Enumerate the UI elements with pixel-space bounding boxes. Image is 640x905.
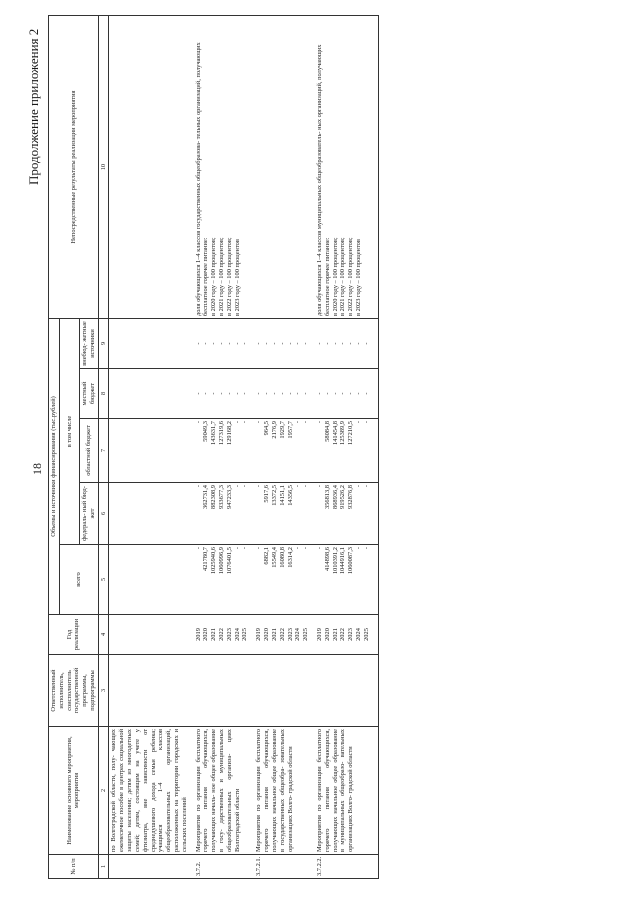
row-local: - [347, 392, 355, 395]
row-local: - [294, 392, 302, 395]
column-number: 5 [98, 545, 109, 615]
row-local: - [270, 392, 278, 395]
row-total: 6882,1 [263, 547, 271, 565]
row-local-cell [250, 369, 311, 419]
row-local: - [263, 392, 271, 395]
row-year: 2024 [294, 628, 302, 641]
row-extrabudget: - [315, 342, 323, 345]
row-result-line: в 2020 году – 100 процентов; [331, 237, 339, 316]
row-federal: 362731,4 [202, 485, 210, 509]
row-federal: 14356,5 [286, 485, 294, 506]
row-local: - [286, 392, 294, 395]
row-federal: 882308,9 [210, 485, 218, 509]
column-number: 2 [98, 727, 109, 855]
row-local: - [323, 392, 331, 395]
header-extrabudget: внебюд- жетные источники [80, 319, 99, 369]
header-no: № п/п [49, 855, 99, 879]
row-federal-cell [250, 483, 311, 545]
row-total: 1044916,1 [339, 547, 347, 575]
row-result-cell [250, 16, 311, 319]
row-total: - [362, 547, 370, 550]
row-result-line: в 2021 году – 100 процентов; [339, 237, 347, 316]
row-local: - [362, 392, 370, 395]
row-regional: 58084,8 [323, 421, 331, 442]
row-total-cell [311, 545, 372, 615]
row-federal: - [302, 485, 310, 488]
page-number: 18 [30, 463, 44, 475]
row-regional: - [362, 421, 370, 424]
row-regional: 129168,2 [225, 421, 233, 445]
header-local: местный бюджет [80, 369, 99, 419]
row-extrabudget: - [225, 342, 233, 345]
row-federal-cell [190, 483, 251, 545]
header-total: всего [59, 545, 98, 615]
row-federal: 868936,4 [331, 485, 339, 509]
row-result-line: в 2022 году – 100 процентов; [347, 237, 355, 316]
row-result-line: доля обучающихся 1–4 классов муниципальных общеобразователь- ных организаций, получающих бесплатное горячее питание: [315, 44, 331, 316]
row-year: 2025 [362, 628, 370, 641]
row-total: - [194, 547, 202, 550]
row-regional: - [255, 421, 263, 424]
row-total: 1025940,6 [210, 547, 218, 575]
table-row [250, 16, 311, 879]
row-federal: 919526,2 [339, 485, 347, 509]
row-regional: 127210,5 [347, 421, 355, 445]
row-responsible [250, 655, 311, 727]
header-regional: областной бюджет [80, 419, 99, 483]
row-federal: 14151,1 [278, 485, 286, 506]
row-year: 2019 [315, 628, 323, 641]
row-extrabudget: - [270, 342, 278, 345]
row-regional: - [241, 421, 249, 424]
row-total: - [315, 547, 323, 550]
row-federal: - [233, 485, 241, 488]
row-local: - [233, 392, 241, 395]
row-extrabudget: - [294, 342, 302, 345]
row-regional-cell [250, 419, 311, 483]
table-end [372, 16, 379, 879]
row-year: 2021 [331, 628, 339, 641]
row-total: 1060996,9 [218, 547, 225, 575]
row-extrabudget: - [355, 342, 362, 345]
row-extrabudget: - [302, 342, 310, 345]
row-regional: 125389,9 [339, 421, 347, 445]
row-extrabudget: - [202, 342, 210, 345]
row-federal-cell [311, 483, 372, 545]
row-result-line: в 2023 году – 100 процентов [233, 239, 241, 316]
row-year: 2021 [270, 628, 278, 641]
row-regional: - [294, 421, 302, 424]
row-year: 2020 [323, 628, 331, 641]
row-regional: - [355, 421, 362, 424]
row-result-line: в 2021 году – 100 процентов; [218, 237, 225, 316]
column-number: 7 [98, 419, 109, 483]
row-local-cell [311, 369, 372, 419]
row-total: 1010391,2 [331, 547, 339, 575]
continuation-label: Продолжение приложения 2 [26, 28, 41, 185]
row-local: - [210, 392, 218, 395]
row-local: - [241, 392, 249, 395]
row-extrabudget: - [278, 342, 286, 345]
row-federal: - [315, 485, 323, 488]
row-regional: 964,5 [263, 421, 271, 436]
row-extrabudget: - [233, 342, 241, 345]
row-year: 2021 [210, 628, 218, 641]
row-local: - [255, 392, 263, 395]
column-number: 6 [98, 483, 109, 545]
row-year: 2022 [339, 628, 347, 641]
row-year-cell [311, 615, 372, 655]
row-total: 421780,7 [202, 547, 210, 571]
row-total: 1060087,3 [347, 547, 355, 575]
row-responsible [311, 655, 372, 727]
row-extrabudget: - [323, 342, 331, 345]
row-federal: 13372,5 [270, 485, 278, 506]
row-federal: - [294, 485, 302, 488]
header-name: Наименование основного мероприятия, мероприятия [49, 727, 99, 855]
row-year: 2022 [278, 628, 286, 641]
row-federal: 933677,3 [218, 485, 225, 509]
row-total: 414898,6 [323, 547, 331, 571]
row-local: - [355, 392, 362, 395]
column-number: 3 [98, 655, 109, 727]
row-total: - [355, 547, 362, 550]
header-including: в том числе [59, 319, 79, 545]
column-number: 9 [98, 319, 109, 369]
row-year: 2019 [194, 628, 202, 641]
row-extrabudget: - [286, 342, 294, 345]
column-number: 4 [98, 615, 109, 655]
row-year: 2020 [202, 628, 210, 641]
row-total: 16080,8 [278, 547, 286, 568]
row-result-line: в 2022 году – 100 процентов; [225, 237, 233, 316]
row-regional: 143631,7 [210, 421, 218, 445]
row-result-line: в 2020 году – 100 процентов; [210, 237, 218, 316]
header-federal: федераль- ный бюд- жет [80, 483, 99, 545]
row-regional-cell [311, 419, 372, 483]
table-row [311, 16, 372, 879]
row-regional: - [315, 421, 323, 424]
row-number: 3.7.2. [190, 855, 251, 879]
row-number: 3.7.2.2. [311, 855, 372, 879]
row-result-cell [190, 16, 251, 319]
row-federal: 5917,6 [263, 485, 271, 503]
row-extrabudget: - [218, 342, 225, 345]
row-local: - [194, 392, 202, 395]
row-year: 2025 [241, 628, 249, 641]
row-total: - [241, 547, 249, 550]
row-local: - [278, 392, 286, 395]
row-regional: 1929,7 [278, 421, 286, 439]
row-federal: 947233,3 [225, 485, 233, 509]
column-number: 8 [98, 369, 109, 419]
row-local: - [202, 392, 210, 395]
row-name: Мероприятия по организации бесплатного горячего питания обучающихся, получающих началь- ное общее образование в госу- дарственных и муниципальных общеобразовательных организа- циях Волгоградской области [190, 727, 251, 855]
row-extrabudget-cell [190, 319, 251, 369]
row-result-line: в 2023 году – 100 процентов [355, 239, 362, 316]
row-extrabudget: - [347, 342, 355, 345]
column-number: 1 [98, 855, 109, 879]
row-total-cell [250, 545, 311, 615]
row-local-cell [190, 369, 251, 419]
row-local: - [302, 392, 310, 395]
row-extrabudget: - [362, 342, 370, 345]
row-local: - [218, 392, 225, 395]
continuation-row [109, 16, 190, 879]
row-federal: - [255, 485, 263, 488]
row-extrabudget: - [194, 342, 202, 345]
row-federal: - [355, 485, 362, 488]
row-total: 15549,4 [270, 547, 278, 568]
program-table [48, 15, 379, 879]
row-extrabudget: - [241, 342, 249, 345]
row-number: 3.7.2.1. [250, 855, 311, 879]
row-year: 2022 [218, 628, 225, 641]
row-regional: 2176,9 [270, 421, 278, 439]
row-year: 2023 [225, 628, 233, 641]
row-regional: - [194, 421, 202, 424]
row-federal: - [194, 485, 202, 488]
row-total: - [255, 547, 263, 550]
row-year: 2024 [233, 628, 241, 641]
row-extrabudget: - [263, 342, 271, 345]
header-results: Непосредственные результаты реализации мероприятия [49, 16, 99, 319]
row-federal: - [362, 485, 370, 488]
row-total: - [294, 547, 302, 550]
row-year: 2020 [263, 628, 271, 641]
row-extrabudget: - [339, 342, 347, 345]
row-year-cell [190, 615, 251, 655]
row-total: 16314,2 [286, 547, 294, 568]
row-regional-cell [190, 419, 251, 483]
row-year: 2025 [302, 628, 310, 641]
row-extrabudget-cell [250, 319, 311, 369]
row-name: Мероприятия по организации бесплатного горячего питания обучающихся, получающих начальное общее образование в муниципальных общеобразо- вательных организациях Волго- градской области [311, 727, 372, 855]
table-row [190, 16, 251, 879]
row-regional: - [302, 421, 310, 424]
row-regional: 127319,6 [218, 421, 225, 445]
header-financing: Объемы и источники финансирования (тыс.рублей) [49, 319, 60, 615]
row-extrabudget: - [210, 342, 218, 345]
row-extrabudget: - [255, 342, 263, 345]
column-number: 10 [98, 16, 109, 319]
row-regional: 59049,3 [202, 421, 210, 442]
row-name: Мероприятия по организации бесплатного горячего питания обучающихся, получающих начальное общее образование в государственных общеобра- зовательных организациях Волго- градской области [250, 727, 311, 855]
row-local: - [331, 392, 339, 395]
row-local: - [339, 392, 347, 395]
row-responsible [190, 655, 251, 727]
row-year: 2024 [355, 628, 362, 641]
row-federal: 932876,8 [347, 485, 355, 509]
column-numbers-row [98, 16, 109, 879]
row-total: - [302, 547, 310, 550]
row-regional: - [233, 421, 241, 424]
row-local: - [225, 392, 233, 395]
row-total: - [233, 547, 241, 550]
row-extrabudget: - [331, 342, 339, 345]
row-regional: 1957,7 [286, 421, 294, 439]
row-total-cell [190, 545, 251, 615]
header-year: Год реализации [49, 615, 99, 655]
row-federal: - [241, 485, 249, 488]
header-responsible: Ответственный исполнитель, соисполнитель государственной программы, подпрограммы [49, 655, 99, 727]
row-year: 2023 [347, 628, 355, 641]
row-result-cell [311, 16, 372, 319]
row-federal: 356813,8 [323, 485, 331, 509]
row-year: 2023 [286, 628, 294, 641]
row-total: 1076401,5 [225, 547, 233, 575]
row-regional: 141454,8 [331, 421, 339, 445]
row-year: 2019 [255, 628, 263, 641]
row-result-line: доля обучающихся 1–4 классов государственных общеобразова- тельных организаций, получающих бесплатное горячее питание: [194, 42, 210, 316]
row-extrabudget-cell [311, 319, 372, 369]
row-local: - [315, 392, 323, 395]
row-year-cell [250, 615, 311, 655]
continuation-text: по Волгоградской области, полу- чающих ежемесячное пособие в центрах социальной защиты населения; детям из многодетных семей; детям, состоящим на учете у фтизиатра, вне зависимости от среднедушевого дохода семьи ребенка; учащимся 1–4 классов общеобразовательных организаций, расположенных на территории городских и сельских поселений [109, 727, 190, 855]
